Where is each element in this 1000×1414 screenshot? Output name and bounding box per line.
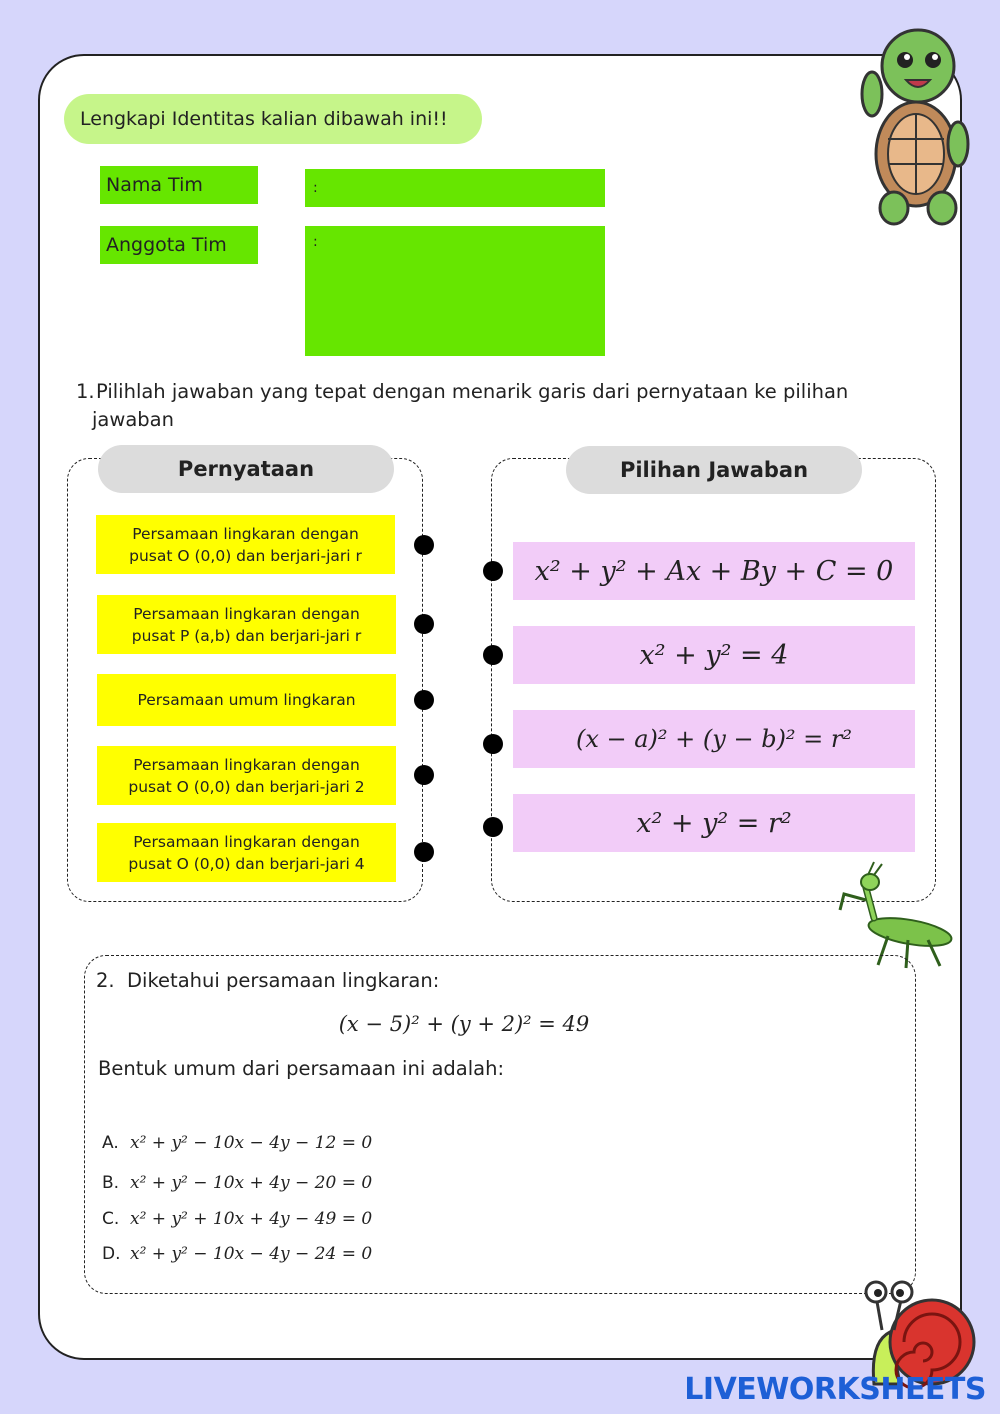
statement-2[interactable] (97, 595, 396, 654)
statement-3-line1: Persamaan umum lingkaran (137, 691, 356, 709)
answer-dot-1[interactable] (483, 561, 503, 581)
option-d[interactable] (102, 1244, 372, 1264)
question2-number: 2. (96, 969, 115, 992)
statement-dot-2[interactable] (414, 614, 434, 634)
question2-intro: Diketahui persamaan lingkaran: (127, 969, 440, 992)
option-b-math: x² + y² − 10x + 4y − 20 = 0 (130, 1173, 373, 1193)
statement-5-line1: Persamaan lingkaran dengan (133, 832, 360, 851)
statement-1-line2: pusat O (0,0) dan berjari-jari r (129, 546, 362, 565)
answer-1[interactable]: x² + y² + Ax + By + C = 0 (513, 542, 915, 600)
option-a-math: x² + y² − 10x − 4y − 12 = 0 (130, 1133, 373, 1153)
identity-title: Lengkapi Identitas kalian dibawah ini!! (64, 94, 482, 144)
option-b[interactable] (102, 1173, 372, 1193)
answer-dot-4[interactable] (483, 817, 503, 837)
statement-4-line1: Persamaan lingkaran dengan (133, 755, 360, 774)
option-b-letter: B. (102, 1173, 120, 1193)
statement-5[interactable] (97, 823, 396, 882)
option-c-math: x² + y² + 10x + 4y − 49 = 0 (130, 1209, 373, 1229)
team-name-input[interactable] (305, 169, 605, 207)
answer-3[interactable]: (x − a)² + (y − b)² = r² (513, 710, 915, 768)
answers-header: Pilihan Jawaban (566, 446, 862, 494)
liveworksheets-logo-text: LIVEWORKSHEETS (684, 1372, 986, 1407)
option-a[interactable] (102, 1133, 372, 1153)
statement-dot-5[interactable] (414, 842, 434, 862)
liveworksheets-logo (684, 1372, 986, 1407)
statement-dot-3[interactable] (414, 690, 434, 710)
option-a-letter: A. (102, 1133, 119, 1153)
option-d-letter: D. (102, 1244, 121, 1264)
answer-dot-2[interactable] (483, 645, 503, 665)
statement-dot-4[interactable] (414, 765, 434, 785)
team-members-input[interactable] (305, 226, 605, 356)
question2-equation: (x − 5)² + (y + 2)² = 49 (338, 1012, 590, 1036)
statement-4-line2: pusat O (0,0) dan berjari-jari 2 (128, 777, 365, 796)
statement-1[interactable] (96, 515, 395, 574)
team-members-label: Anggota Tim (100, 226, 258, 264)
statement-4[interactable] (97, 746, 396, 805)
question2-prompt: Bentuk umum dari persamaan ini adalah: (98, 1057, 505, 1080)
turtle-illustration (858, 14, 978, 226)
answer-dot-3[interactable] (483, 734, 503, 754)
statement-5-line2: pusat O (0,0) dan berjari-jari 4 (128, 854, 365, 873)
option-c[interactable] (102, 1209, 372, 1229)
question1-number: 1. (76, 380, 95, 403)
option-c-letter: C. (102, 1209, 120, 1229)
question1-line2: jawaban (92, 408, 174, 431)
statement-1-line1: Persamaan lingkaran dengan (132, 524, 359, 543)
statement-2-line1: Persamaan lingkaran dengan (133, 604, 360, 623)
question1-text (76, 378, 926, 434)
statement-dot-1[interactable] (414, 535, 434, 555)
statements-header: Pernyataan (98, 445, 394, 493)
question1-line1: Pilihlah jawaban yang tepat dengan menarik garis dari pernyataan ke pilihan (96, 380, 849, 403)
question2-header (96, 969, 439, 992)
option-d-math: x² + y² − 10x − 4y − 24 = 0 (130, 1244, 373, 1264)
statement-3[interactable] (97, 674, 396, 726)
team-name-label: Nama Tim (100, 166, 258, 204)
answer-2[interactable]: x² + y² = 4 (513, 626, 915, 684)
statement-2-line2: pusat P (a,b) dan berjari-jari r (131, 626, 362, 645)
answer-4[interactable]: x² + y² = r² (513, 794, 915, 852)
